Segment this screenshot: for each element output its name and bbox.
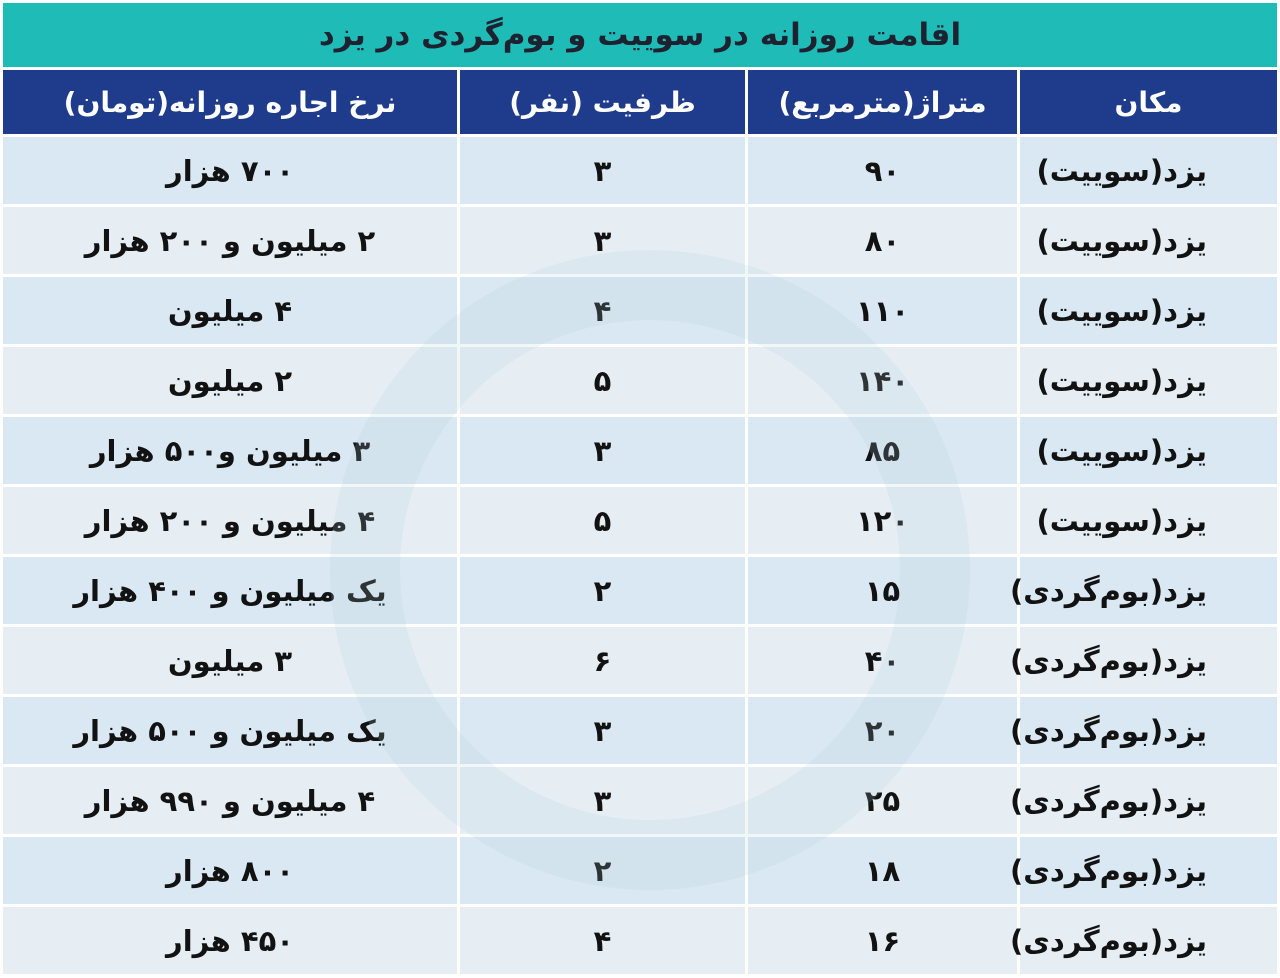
cell-capacity: ۴: [457, 907, 745, 977]
cell-rate: یک میلیون و ۵۰۰ هزار: [3, 697, 457, 767]
header-capacity: ظرفیت (نفر): [457, 70, 745, 137]
table-row: [3, 347, 1277, 417]
cell-place: یزد(بوم‌گردی): [1017, 767, 1277, 837]
table-row: [3, 487, 1277, 557]
cell-rate: ۴ میلیون و ۲۰۰ هزار: [3, 487, 457, 557]
table-row: [3, 767, 1277, 837]
header-place: مکان: [1017, 70, 1277, 137]
cell-area: ۱۵: [745, 557, 1017, 627]
cell-rate: ۴ میلیون و ۹۹۰ هزار: [3, 767, 457, 837]
cell-capacity: ۵: [457, 347, 745, 417]
cell-capacity: ۳: [457, 417, 745, 487]
header-rate: نرخ اجاره روزانه(تومان): [3, 70, 457, 137]
cell-place: یزد(بوم‌گردی): [1017, 907, 1277, 977]
table-title: اقامت روزانه در سوییت و بوم‌گردی در یزد: [3, 3, 1277, 67]
cell-rate: ۳ میلیون و۵۰۰ هزار: [3, 417, 457, 487]
cell-place: یزد(سوییت): [1017, 347, 1277, 417]
table-row: [3, 697, 1277, 767]
header-area: متراژ(مترمربع): [745, 70, 1017, 137]
cell-place: یزد(سوییت): [1017, 207, 1277, 277]
cell-place: یزد(بوم‌گردی): [1017, 557, 1277, 627]
table-row: [3, 557, 1277, 627]
rental-rates-table: [3, 70, 1277, 977]
table-row: [3, 627, 1277, 697]
table-row: [3, 417, 1277, 487]
cell-rate: ۴ میلیون: [3, 277, 457, 347]
cell-area: ۲۵: [745, 767, 1017, 837]
table-row: [3, 137, 1277, 207]
cell-place: یزد(سوییت): [1017, 487, 1277, 557]
cell-capacity: ۳: [457, 137, 745, 207]
table-row: [3, 837, 1277, 907]
cell-place: یزد(بوم‌گردی): [1017, 837, 1277, 907]
cell-area: ۲۰: [745, 697, 1017, 767]
cell-area: ۱۲۰: [745, 487, 1017, 557]
cell-capacity: ۲: [457, 837, 745, 907]
table-row: [3, 277, 1277, 347]
cell-place: یزد(سوییت): [1017, 277, 1277, 347]
cell-rate: ۷۰۰ هزار: [3, 137, 457, 207]
cell-capacity: ۵: [457, 487, 745, 557]
cell-place: یزد(سوییت): [1017, 137, 1277, 207]
cell-area: ۱۶: [745, 907, 1017, 977]
cell-area: ۸۵: [745, 417, 1017, 487]
cell-capacity: ۶: [457, 627, 745, 697]
cell-area: ۱۱۰: [745, 277, 1017, 347]
table-row: [3, 907, 1277, 977]
cell-area: ۹۰: [745, 137, 1017, 207]
cell-place: یزد(سوییت): [1017, 417, 1277, 487]
cell-area: ۸۰: [745, 207, 1017, 277]
header-row: [3, 70, 1277, 137]
cell-rate: یک میلیون و ۴۰۰ هزار: [3, 557, 457, 627]
table-row: [3, 207, 1277, 277]
cell-area: ۱۸: [745, 837, 1017, 907]
cell-rate: ۳ میلیون: [3, 627, 457, 697]
cell-place: یزد(بوم‌گردی): [1017, 627, 1277, 697]
cell-rate: ۴۵۰ هزار: [3, 907, 457, 977]
cell-area: ۱۴۰: [745, 347, 1017, 417]
cell-rate: ۲ میلیون: [3, 347, 457, 417]
cell-capacity: ۳: [457, 767, 745, 837]
cell-rate: ۲ میلیون و ۲۰۰ هزار: [3, 207, 457, 277]
cell-capacity: ۴: [457, 277, 745, 347]
cell-capacity: ۳: [457, 207, 745, 277]
cell-capacity: ۲: [457, 557, 745, 627]
cell-area: ۴۰: [745, 627, 1017, 697]
cell-place: یزد(بوم‌گردی): [1017, 697, 1277, 767]
cell-capacity: ۳: [457, 697, 745, 767]
cell-rate: ۸۰۰ هزار: [3, 837, 457, 907]
